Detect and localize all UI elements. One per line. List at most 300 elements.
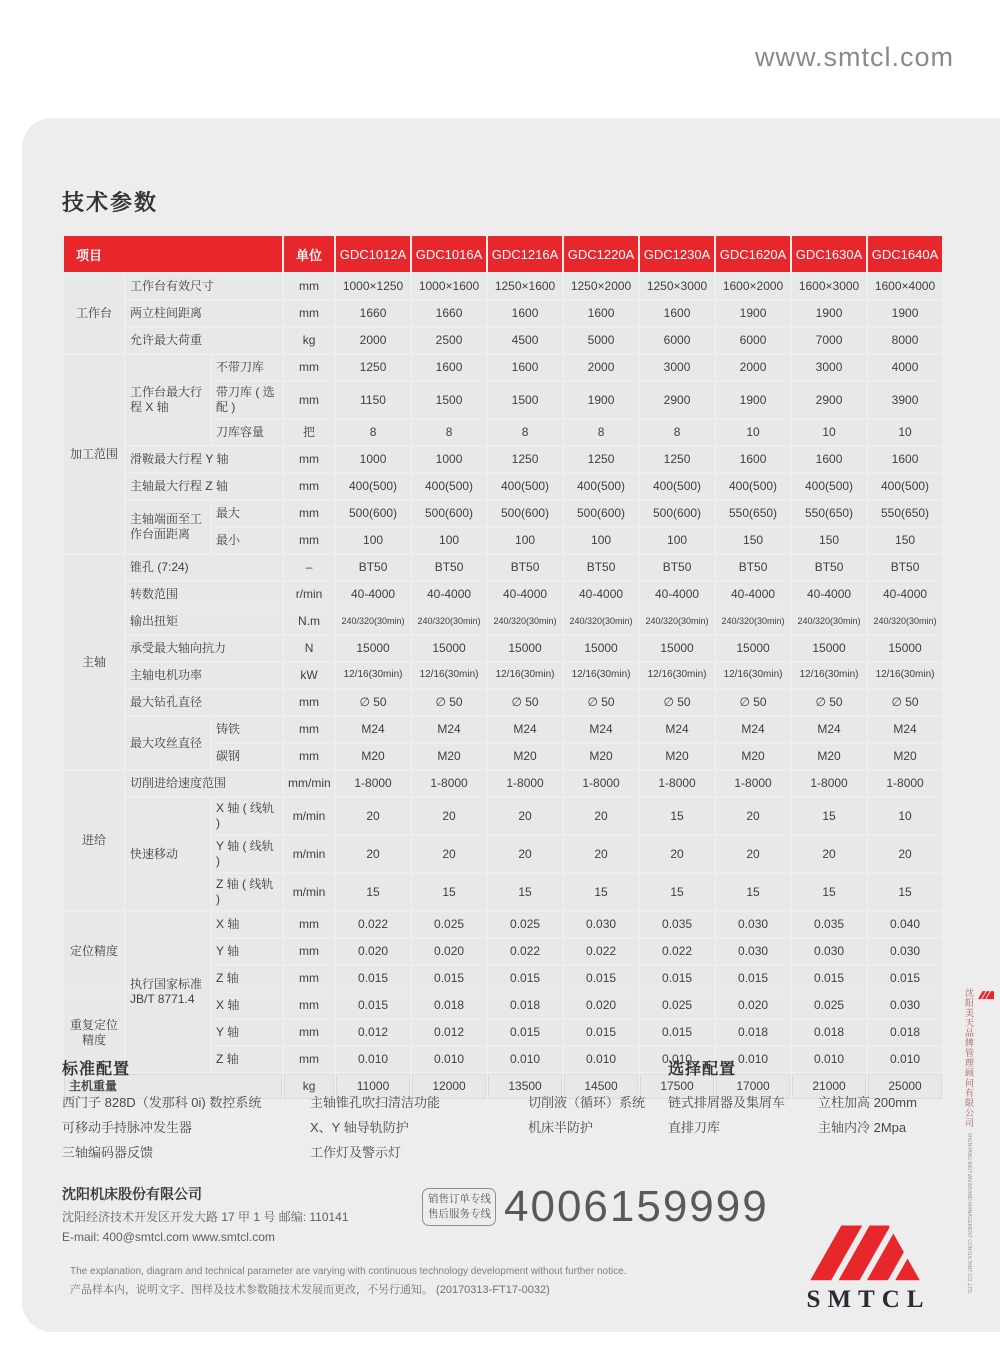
spec-value: 400(500) — [792, 474, 866, 499]
spec-table-body — [64, 274, 942, 1099]
spec-value: 2000 — [336, 328, 410, 353]
spec-label: 主轴端面至工作台面距离 — [126, 501, 210, 553]
spec-value: 1-8000 — [336, 771, 410, 796]
spec-value: 1-8000 — [564, 771, 638, 796]
spec-value: M24 — [716, 717, 790, 742]
spec-value: 15000 — [564, 636, 638, 661]
spec-value: ∅ 50 — [488, 690, 562, 715]
brand-credit-cn: 沈阳美天品牌管理顾问有限公司 — [964, 988, 974, 1128]
spec-label: 最小 — [212, 528, 282, 553]
spec-value: 1900 — [792, 301, 866, 326]
spec-value: ∅ 50 — [716, 690, 790, 715]
spec-value: 1900 — [716, 382, 790, 418]
spec-value: 400(500) — [336, 474, 410, 499]
spec-value: 1000×1250 — [336, 274, 410, 299]
spec-label: 带刀库 ( 选配 ) — [212, 382, 282, 418]
table-row — [64, 301, 942, 326]
spec-value: 240/320(30min) — [336, 609, 410, 634]
spec-label: 滑鞍最大行程 Y 轴 — [126, 447, 282, 472]
site-url: www.smtcl.com — [754, 42, 954, 72]
smtcl-logo-icon — [790, 1220, 940, 1284]
spec-value: 4500 — [488, 328, 562, 353]
spec-value: 1-8000 — [868, 771, 942, 796]
spec-value: 15 — [412, 874, 486, 910]
spec-value: 0.015 — [336, 993, 410, 1018]
spec-group-label: 主轴 — [64, 555, 124, 769]
spec-unit: mm — [284, 717, 334, 742]
spec-value: M24 — [412, 717, 486, 742]
table-row — [64, 771, 942, 796]
spec-value: 0.012 — [412, 1020, 486, 1045]
spec-value: 0.022 — [336, 912, 410, 937]
spec-value: 1-8000 — [412, 771, 486, 796]
spec-value: 15 — [792, 874, 866, 910]
brand-credit — [960, 988, 994, 1318]
spec-value: 240/320(30min) — [868, 609, 942, 634]
table-row — [64, 609, 942, 634]
spec-value: 20 — [336, 798, 410, 834]
standard-config-col2 — [310, 1090, 440, 1165]
spec-value: 12/16(30min) — [716, 663, 790, 688]
spec-unit: – — [284, 555, 334, 580]
spec-label: 刀库容量 — [212, 420, 282, 445]
spec-value: 1600×2000 — [716, 274, 790, 299]
spec-value: 40-4000 — [868, 582, 942, 607]
spec-value: M20 — [716, 744, 790, 769]
spec-label: 不带刀库 — [212, 355, 282, 380]
spec-value: 20 — [412, 798, 486, 834]
header-model: GDC1640A — [868, 236, 942, 272]
spec-value: 2500 — [412, 328, 486, 353]
header-item: 项目 — [64, 236, 282, 272]
table-row — [64, 447, 942, 472]
spec-value: 0.012 — [336, 1020, 410, 1045]
spec-unit: mm — [284, 993, 334, 1018]
spec-unit: m/min — [284, 874, 334, 910]
spec-label: 最大 — [212, 501, 282, 526]
spec-value: 20 — [792, 836, 866, 872]
config-item: 主轴锥孔吹扫清洁功能 — [310, 1095, 441, 1110]
spec-value: 1600 — [868, 447, 942, 472]
spec-label: Z 轴 — [212, 1047, 282, 1072]
spec-value: 0.022 — [488, 939, 562, 964]
spec-value: 1250 — [488, 447, 562, 472]
spec-value: 40-4000 — [716, 582, 790, 607]
spec-value: 500(600) — [488, 501, 562, 526]
spec-value: 20 — [868, 836, 942, 872]
company-email-line: E-mail: 400@smtcl.com www.smtcl.com — [62, 1230, 275, 1244]
spec-value: 20 — [412, 836, 486, 872]
config-item: 三轴编码器反馈 — [62, 1145, 154, 1160]
spec-value: 20 — [716, 798, 790, 834]
spec-value: 400(500) — [488, 474, 562, 499]
smtcl-logo — [790, 1220, 940, 1314]
spec-value: BT50 — [792, 555, 866, 580]
spec-value: BT50 — [488, 555, 562, 580]
spec-value: 0.020 — [716, 993, 790, 1018]
spec-label: X 轴 — [212, 993, 282, 1018]
spec-label: 切削进给速度范围 — [126, 771, 282, 796]
spec-value: 1600 — [488, 301, 562, 326]
spec-value: 1600 — [640, 301, 714, 326]
spec-value: 15 — [868, 874, 942, 910]
spec-value: ∅ 50 — [412, 690, 486, 715]
page-title: 技术参数 — [62, 190, 159, 215]
spec-value: 1500 — [488, 382, 562, 418]
spec-value: 11000 — [336, 1074, 410, 1099]
spec-unit: mm — [284, 1020, 334, 1045]
spec-value: 15 — [564, 874, 638, 910]
header-model: GDC1012A — [336, 236, 410, 272]
spec-value: M20 — [640, 744, 714, 769]
table-row — [64, 582, 942, 607]
spec-label: 主机重量 — [64, 1074, 282, 1099]
header-model: GDC1630A — [792, 236, 866, 272]
spec-value: 150 — [792, 528, 866, 553]
spec-value: 1-8000 — [488, 771, 562, 796]
spec-unit: kg — [284, 1074, 334, 1099]
spec-unit: mm — [284, 528, 334, 553]
spec-value: 1600 — [488, 355, 562, 380]
spec-unit: r/min — [284, 582, 334, 607]
spec-value: 550(650) — [792, 501, 866, 526]
spec-label: 工作台有效尺寸 — [126, 274, 282, 299]
spec-value: 0.010 — [412, 1047, 486, 1072]
spec-value: 12000 — [412, 1074, 486, 1099]
spec-value: 0.020 — [336, 939, 410, 964]
spec-value: 1-8000 — [640, 771, 714, 796]
hotline-box — [422, 1188, 496, 1226]
spec-table — [62, 234, 944, 1101]
spec-value: 40-4000 — [412, 582, 486, 607]
spec-value: 0.010 — [488, 1047, 562, 1072]
spec-value: 1250×2000 — [564, 274, 638, 299]
spec-value: 15000 — [716, 636, 790, 661]
config-item: 机床半防护 — [528, 1120, 594, 1135]
spec-value: 40-4000 — [564, 582, 638, 607]
spec-value: 2000 — [564, 355, 638, 380]
spec-value: 0.025 — [640, 993, 714, 1018]
spec-value: 0.025 — [488, 912, 562, 937]
spec-value: 8 — [336, 420, 410, 445]
spec-label: 工作台最大行程 X 轴 — [126, 355, 210, 445]
spec-value: 17500 — [640, 1074, 714, 1099]
spec-value: 21000 — [792, 1074, 866, 1099]
spec-value: 3900 — [868, 382, 942, 418]
spec-label: Z 轴 — [212, 966, 282, 991]
spec-value: 10 — [868, 798, 942, 834]
spec-label: Z 轴 ( 线轨 ) — [212, 874, 282, 910]
spec-value: 15 — [792, 798, 866, 834]
spec-unit: m/min — [284, 798, 334, 834]
spec-value: 15000 — [640, 636, 714, 661]
spec-value: 1660 — [412, 301, 486, 326]
spec-value: 0.015 — [488, 1020, 562, 1045]
spec-value: 7000 — [792, 328, 866, 353]
spec-unit: mm — [284, 939, 334, 964]
spec-value: 0.022 — [564, 939, 638, 964]
spec-value: 400(500) — [640, 474, 714, 499]
spec-unit: kW — [284, 663, 334, 688]
hotline-service-label: 售后服务专线 — [428, 1208, 491, 1220]
spec-value: 20 — [640, 836, 714, 872]
spec-value: 1000×1600 — [412, 274, 486, 299]
spec-value: ∅ 50 — [792, 690, 866, 715]
spec-value: 1600×3000 — [792, 274, 866, 299]
config-item: X、Y 轴导轨防护 — [310, 1120, 409, 1135]
spec-value: 8000 — [868, 328, 942, 353]
spec-value: 400(500) — [412, 474, 486, 499]
spec-value: 400(500) — [868, 474, 942, 499]
spec-value: 14500 — [564, 1074, 638, 1099]
spec-value: 40-4000 — [792, 582, 866, 607]
spec-unit: mm — [284, 966, 334, 991]
spec-value: 0.030 — [716, 912, 790, 937]
spec-value: 12/16(30min) — [792, 663, 866, 688]
spec-value: ∅ 50 — [336, 690, 410, 715]
spec-value: 0.015 — [564, 1020, 638, 1045]
table-row — [64, 636, 942, 661]
company-name: 沈阳机床股份有限公司 — [62, 1186, 202, 1202]
spec-value: M20 — [336, 744, 410, 769]
table-row — [64, 328, 942, 353]
spec-value: 1-8000 — [792, 771, 866, 796]
spec-value: 15000 — [868, 636, 942, 661]
spec-value: ∅ 50 — [640, 690, 714, 715]
spec-value: M24 — [336, 717, 410, 742]
header-model: GDC1016A — [412, 236, 486, 272]
table-row — [64, 355, 942, 380]
spec-value: 240/320(30min) — [792, 609, 866, 634]
disclaimer-en: The explanation, diagram and technical parameter are varying with continuous technology development without further notice. — [70, 1266, 627, 1277]
spec-value: 0.010 — [640, 1047, 714, 1072]
content-card — [22, 118, 1000, 1332]
spec-value: 12/16(30min) — [564, 663, 638, 688]
spec-value: 0.015 — [412, 966, 486, 991]
config-item: 链式排屑器及集屑车 — [668, 1095, 786, 1110]
config-item: 直排刀库 — [668, 1120, 721, 1135]
spec-value: 15 — [336, 874, 410, 910]
spec-label: X 轴 — [212, 912, 282, 937]
spec-table-wrap — [62, 234, 944, 1101]
spec-value: 20 — [564, 798, 638, 834]
spec-value: 4000 — [868, 355, 942, 380]
header-model: GDC1230A — [640, 236, 714, 272]
spec-value: 0.040 — [868, 912, 942, 937]
spec-label: Y 轴 — [212, 939, 282, 964]
optional-config-title: 选择配置 — [668, 1061, 737, 1078]
spec-label: 快速移动 — [126, 798, 210, 910]
spec-value: 240/320(30min) — [716, 609, 790, 634]
standard-config-col1 — [62, 1090, 261, 1165]
spec-value: 40-4000 — [336, 582, 410, 607]
spec-value: 0.030 — [564, 912, 638, 937]
spec-value: 1250×1600 — [488, 274, 562, 299]
spec-label: 执行国家标准 JB/T 8771.4 — [126, 912, 210, 1072]
config-item: 可移动手持脉冲发生器 — [62, 1120, 193, 1135]
spec-value: 15000 — [412, 636, 486, 661]
spec-value: ∅ 50 — [564, 690, 638, 715]
spec-value: 1250 — [564, 447, 638, 472]
spec-value: M20 — [488, 744, 562, 769]
spec-group-label: 进给 — [64, 771, 124, 910]
spec-label: Y 轴 ( 线轨 ) — [212, 836, 282, 872]
spec-label: 允许最大荷重 — [126, 328, 282, 353]
spec-group-label: 加工范围 — [64, 355, 124, 553]
spec-value: M20 — [564, 744, 638, 769]
spec-unit: mm — [284, 744, 334, 769]
spec-value: 20 — [716, 836, 790, 872]
spec-label: 碳钢 — [212, 744, 282, 769]
spec-value: 1900 — [716, 301, 790, 326]
spec-value: 0.020 — [564, 993, 638, 1018]
spec-value: 8 — [488, 420, 562, 445]
spec-unit: N — [284, 636, 334, 661]
spec-value: 1000 — [412, 447, 486, 472]
spec-value: 1600 — [412, 355, 486, 380]
spec-value: 240/320(30min) — [412, 609, 486, 634]
spec-unit: mm — [284, 690, 334, 715]
spec-value: 40-4000 — [640, 582, 714, 607]
spec-value: 100 — [336, 528, 410, 553]
spec-group-label: 定位精度 — [64, 912, 124, 991]
spec-value: 12/16(30min) — [868, 663, 942, 688]
spec-value: 0.010 — [792, 1047, 866, 1072]
spec-value: 0.010 — [336, 1047, 410, 1072]
spec-value: 3000 — [792, 355, 866, 380]
spec-value: 100 — [640, 528, 714, 553]
spec-unit: mm — [284, 274, 334, 299]
optional-config-col2 — [818, 1090, 917, 1140]
spec-value: 0.018 — [412, 993, 486, 1018]
spec-value: M24 — [564, 717, 638, 742]
spec-value: 500(600) — [640, 501, 714, 526]
spec-value: 0.018 — [488, 993, 562, 1018]
spec-value: 2000 — [716, 355, 790, 380]
spec-value: 1-8000 — [716, 771, 790, 796]
spec-label: 输出扭矩 — [126, 609, 282, 634]
spec-value: 15 — [716, 874, 790, 910]
table-row — [64, 663, 942, 688]
spec-value: 0.015 — [488, 966, 562, 991]
spec-value: 0.015 — [640, 966, 714, 991]
spec-label: 最大攻丝直径 — [126, 717, 210, 769]
spec-value: BT50 — [564, 555, 638, 580]
spec-value: 15 — [488, 874, 562, 910]
spec-value: 20 — [488, 798, 562, 834]
spec-label: 最大钻孔直径 — [126, 690, 282, 715]
spec-value: 2900 — [792, 382, 866, 418]
spec-value: BT50 — [640, 555, 714, 580]
spec-value: 1660 — [336, 301, 410, 326]
spec-label: Y 轴 — [212, 1020, 282, 1045]
spec-value: 5000 — [564, 328, 638, 353]
spec-value: 10 — [868, 420, 942, 445]
spec-value: 500(600) — [564, 501, 638, 526]
spec-value: 0.018 — [716, 1020, 790, 1045]
table-row — [64, 501, 942, 526]
spec-value: 1000 — [336, 447, 410, 472]
spec-value: BT50 — [868, 555, 942, 580]
spec-value: 100 — [564, 528, 638, 553]
spec-value: 1600 — [792, 447, 866, 472]
spec-value: 0.020 — [412, 939, 486, 964]
spec-value: 1150 — [336, 382, 410, 418]
spec-value: 1250 — [640, 447, 714, 472]
spec-value: 150 — [868, 528, 942, 553]
spec-unit: 把 — [284, 420, 334, 445]
spec-value: 20 — [488, 836, 562, 872]
header-model: GDC1620A — [716, 236, 790, 272]
table-row — [64, 474, 942, 499]
spec-value: BT50 — [412, 555, 486, 580]
spec-value: 1600 — [716, 447, 790, 472]
hotline-phone-number: 4006159999 — [504, 1182, 769, 1231]
spec-value: 0.025 — [412, 912, 486, 937]
spec-unit: mm — [284, 355, 334, 380]
header-model: GDC1220A — [564, 236, 638, 272]
spec-value: 400(500) — [716, 474, 790, 499]
spec-value: ∅ 50 — [868, 690, 942, 715]
spec-value: 500(600) — [336, 501, 410, 526]
spec-value: 6000 — [716, 328, 790, 353]
spec-value: 1600 — [564, 301, 638, 326]
brand-credit-icon — [978, 988, 994, 1006]
spec-table-header — [64, 236, 942, 272]
spec-value: 17000 — [716, 1074, 790, 1099]
spec-value: 1250 — [336, 355, 410, 380]
spec-value: M20 — [412, 744, 486, 769]
spec-value: 550(650) — [716, 501, 790, 526]
company-address: 沈阳经济技术开发区开发大路 17 甲 1 号 邮编: 110141 — [62, 1210, 349, 1224]
spec-value: 12/16(30min) — [412, 663, 486, 688]
spec-value: 1500 — [412, 382, 486, 418]
spec-value: M24 — [868, 717, 942, 742]
spec-value: 0.035 — [792, 912, 866, 937]
spec-value: 0.030 — [868, 939, 942, 964]
spec-value: 240/320(30min) — [488, 609, 562, 634]
spec-unit: N.m — [284, 609, 334, 634]
spec-value: 550(650) — [868, 501, 942, 526]
spec-value: 0.030 — [792, 939, 866, 964]
spec-value: 0.025 — [792, 993, 866, 1018]
spec-value: 400(500) — [564, 474, 638, 499]
spec-value: 240/320(30min) — [640, 609, 714, 634]
table-row — [64, 798, 942, 834]
config-item: 西门子 828D（发那科 0i) 数控系统 — [62, 1095, 262, 1110]
spec-value: 8 — [412, 420, 486, 445]
table-row — [64, 555, 942, 580]
spec-value: 0.015 — [336, 966, 410, 991]
spec-unit: mm — [284, 382, 334, 418]
spec-value: 15000 — [488, 636, 562, 661]
spec-unit: m/min — [284, 836, 334, 872]
header-row — [64, 236, 942, 272]
spec-value: M20 — [868, 744, 942, 769]
config-item: 切削液（循环）系统 — [528, 1095, 646, 1110]
spec-value: 12/16(30min) — [640, 663, 714, 688]
spec-value: 0.018 — [868, 1020, 942, 1045]
spec-label: 主轴电机功率 — [126, 663, 282, 688]
table-row — [64, 690, 942, 715]
smtcl-logo-text: SMTCL — [806, 1286, 931, 1313]
spec-value: 0.015 — [868, 966, 942, 991]
spec-value: 15 — [640, 798, 714, 834]
spec-value: 1250×3000 — [640, 274, 714, 299]
spec-value: M24 — [792, 717, 866, 742]
spec-value: 13500 — [488, 1074, 562, 1099]
header-unit: 单位 — [284, 236, 334, 272]
